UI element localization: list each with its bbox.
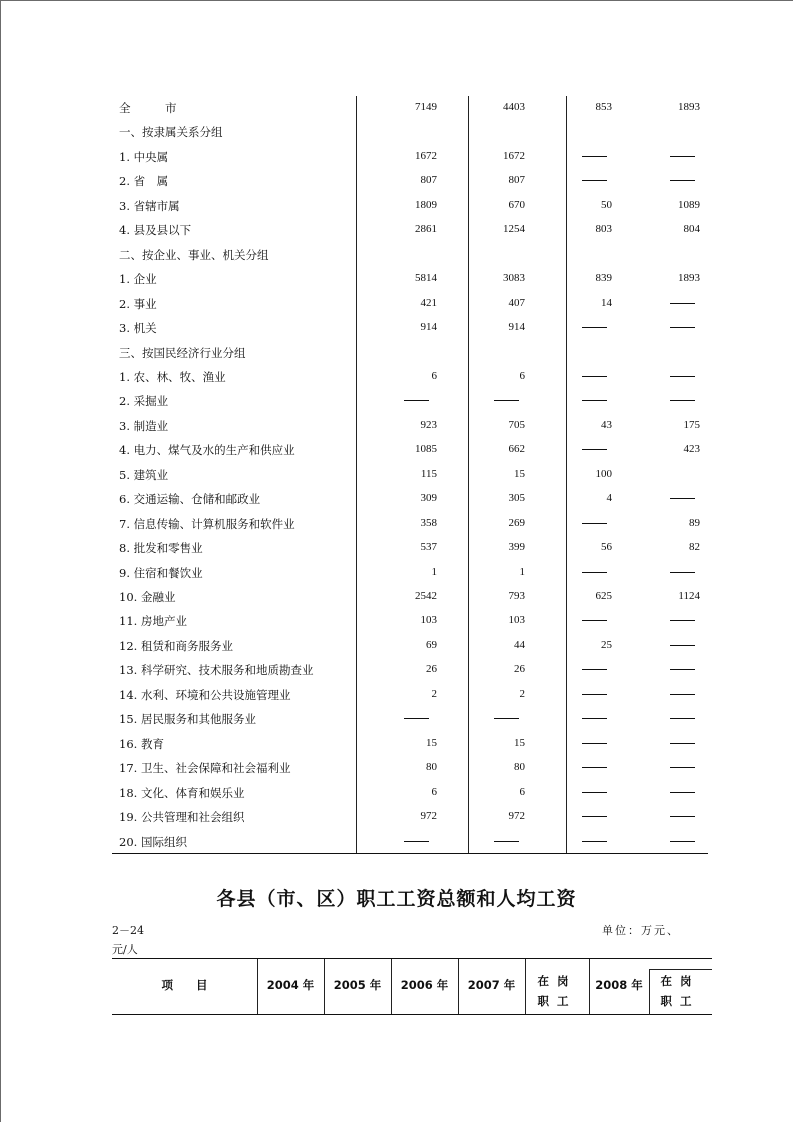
row-label: 3. 机关 — [119, 321, 157, 336]
row-value-c2: 44 — [514, 638, 525, 651]
table-row — [112, 292, 708, 316]
row-value-c1: 1672 — [415, 149, 437, 162]
empty-value-dash — [670, 743, 695, 744]
empty-value-dash — [670, 180, 695, 181]
table-row — [112, 609, 708, 633]
table-row — [112, 267, 708, 291]
empty-value-dash — [494, 841, 519, 842]
row-value-c2: 269 — [508, 516, 525, 529]
row-label: 1. 中央属 — [119, 149, 169, 164]
row-label: 10. 金融业 — [119, 590, 176, 604]
empty-value-dash — [582, 841, 607, 842]
empty-value-dash — [670, 327, 695, 328]
table-row — [112, 634, 708, 658]
row-label: 3. 省辖市属 — [119, 198, 180, 213]
row-label: 一、按隶属关系分组 — [119, 125, 223, 140]
row-value-c4: 89 — [689, 516, 700, 529]
row-value-c2: 6 — [519, 369, 525, 382]
row-value-c4: 423 — [683, 443, 700, 456]
table-row — [112, 438, 708, 462]
row-value-c2: 305 — [508, 492, 525, 505]
row-value-c1: 2542 — [415, 590, 437, 602]
row-value-c1: 914 — [420, 321, 437, 334]
row-value-c1: 15 — [426, 736, 437, 749]
empty-value-dash — [670, 620, 695, 621]
empty-value-dash — [582, 792, 607, 793]
row-value-c3: 839 — [595, 272, 612, 285]
row-label: 6. 交通运输、仓储和邮政业 — [119, 492, 261, 507]
table-row — [112, 732, 708, 756]
row-value-c4: 82 — [689, 541, 700, 554]
row-value-c2: 793 — [508, 590, 525, 602]
row-value-c3: 56 — [601, 541, 612, 554]
table-row — [112, 96, 708, 120]
table-row — [112, 463, 708, 487]
empty-value-dash — [670, 572, 695, 573]
table-row — [112, 561, 708, 585]
unit-label: 单位：万元、 — [602, 924, 680, 937]
row-value-c1: 2 — [431, 687, 437, 700]
empty-value-dash — [670, 400, 695, 401]
statistics-table — [112, 96, 708, 854]
empty-value-dash — [582, 327, 607, 328]
row-value-c4: 175 — [683, 418, 700, 431]
row-value-c1: 972 — [420, 810, 437, 823]
row-label: 4. 电力、煤气及水的生产和供应业 — [119, 443, 295, 458]
header-2005: 2005 年 — [333, 978, 382, 992]
row-label: 17. 卫生、社会保障和社会福利业 — [119, 761, 291, 776]
header-on-post-2-bottom: 职工 — [660, 994, 700, 1008]
empty-value-dash — [582, 180, 607, 181]
empty-value-dash — [670, 816, 695, 817]
row-value-c2: 399 — [508, 541, 525, 554]
row-value-c3: 50 — [601, 198, 612, 211]
row-label: 三、按国民经济行业分组 — [119, 345, 246, 360]
header-on-post-1-top: 在岗 — [537, 974, 577, 988]
empty-value-dash — [582, 620, 607, 621]
row-value-c2: 1254 — [503, 223, 525, 236]
empty-value-dash — [582, 694, 607, 695]
row-value-c4: 1089 — [678, 198, 700, 211]
row-value-c2: 662 — [508, 443, 525, 456]
empty-value-dash — [670, 767, 695, 768]
row-value-c1: 5814 — [415, 272, 437, 285]
row-value-c1: 7149 — [415, 101, 437, 113]
empty-value-dash — [582, 743, 607, 744]
row-value-c4: 804 — [683, 223, 700, 236]
row-value-c2: 972 — [508, 810, 525, 823]
empty-value-dash — [670, 376, 695, 377]
row-label: 7. 信息传输、计算机服务和软件业 — [119, 516, 295, 531]
empty-value-dash — [670, 792, 695, 793]
header-2007: 2007 年 — [467, 978, 516, 992]
row-value-c1: 358 — [420, 516, 437, 529]
row-value-c4: 1893 — [678, 101, 700, 113]
table-row — [112, 830, 708, 854]
row-value-c1: 115 — [420, 467, 437, 480]
row-label: 18. 文化、体育和娱乐业 — [119, 785, 245, 800]
row-value-c2: 914 — [508, 321, 525, 334]
row-value-c2: 2 — [519, 687, 525, 700]
header-item: 项 目 — [161, 978, 208, 992]
table-row — [112, 389, 708, 413]
row-label: 9. 住宿和餐饮业 — [119, 565, 203, 580]
row-value-c1: 923 — [420, 418, 437, 431]
empty-value-dash — [582, 449, 607, 450]
row-value-c1: 1 — [431, 565, 437, 578]
row-label: 全 市 — [119, 101, 177, 115]
row-label: 11. 房地产业 — [119, 614, 187, 629]
row-value-c2: 807 — [508, 174, 525, 187]
empty-value-dash — [582, 669, 607, 670]
empty-value-dash — [670, 303, 695, 304]
row-value-c2: 407 — [508, 296, 525, 309]
page-top-edge — [0, 0, 793, 1]
row-label: 13. 科学研究、技术服务和地质勘查业 — [119, 663, 314, 678]
wage-table-header — [112, 958, 712, 1015]
row-value-c1: 103 — [420, 614, 437, 627]
table-row — [112, 536, 708, 560]
row-label: 20. 国际组织 — [119, 834, 187, 849]
header-on-post-1-bottom: 职工 — [537, 994, 577, 1008]
empty-value-dash — [582, 767, 607, 768]
row-value-c1: 537 — [420, 541, 437, 554]
table-row — [112, 512, 708, 536]
wage-table-title: 各县（市、区）职工工资总额和人均工资 — [216, 888, 577, 910]
table-row — [112, 145, 708, 169]
row-label: 4. 县及县以下 — [119, 223, 192, 238]
empty-value-dash — [582, 572, 607, 573]
row-value-c2: 4403 — [503, 101, 525, 113]
row-value-c1: 6 — [431, 369, 437, 382]
row-value-c2: 3083 — [503, 272, 525, 285]
row-value-c2: 1672 — [503, 149, 525, 162]
table-row — [112, 365, 708, 389]
header-on-post-2-top: 在岗 — [660, 974, 700, 988]
empty-value-dash — [582, 523, 607, 524]
table-row — [112, 414, 708, 438]
row-value-c2: 15 — [514, 736, 525, 749]
table-row — [112, 683, 708, 707]
row-value-c4: 1124 — [678, 590, 700, 602]
row-label: 2. 采掘业 — [119, 394, 169, 409]
row-label: 2. 省 属 — [119, 174, 169, 189]
row-value-c1: 6 — [431, 785, 437, 798]
row-value-c3: 625 — [595, 590, 612, 602]
row-value-c1: 1809 — [415, 198, 437, 211]
row-label: 二、按企业、事业、机关分组 — [119, 247, 269, 262]
row-value-c3: 4 — [606, 492, 612, 505]
row-value-c1: 1085 — [415, 443, 437, 456]
header-2004: 2004 年 — [266, 978, 315, 992]
empty-value-dash — [582, 376, 607, 377]
empty-value-dash — [494, 718, 519, 719]
row-label: 19. 公共管理和社会组织 — [119, 810, 245, 825]
table-row — [112, 756, 708, 780]
table-number: 2－24 — [112, 924, 144, 937]
row-value-c2: 80 — [514, 761, 525, 774]
row-value-c1: 26 — [426, 663, 437, 676]
table-row — [112, 218, 708, 242]
row-value-c1: 309 — [420, 492, 437, 505]
table-row — [112, 316, 708, 340]
empty-value-dash — [670, 498, 695, 499]
table-row — [112, 781, 708, 805]
row-value-c2: 705 — [508, 418, 525, 431]
empty-value-dash — [670, 694, 695, 695]
row-value-c1: 807 — [420, 174, 437, 187]
row-label: 1. 农、林、牧、渔业 — [119, 369, 226, 384]
empty-value-dash — [582, 718, 607, 719]
empty-value-dash — [670, 669, 695, 670]
row-value-c2: 103 — [508, 614, 525, 627]
row-label: 2. 事业 — [119, 296, 157, 311]
unit-label-continued: 元/人 — [112, 943, 138, 956]
row-value-c3: 14 — [601, 296, 612, 309]
table-row — [112, 487, 708, 511]
row-label: 8. 批发和零售业 — [119, 541, 203, 556]
row-value-c1: 2861 — [415, 223, 437, 236]
row-value-c2: 15 — [514, 467, 525, 480]
table-row — [112, 169, 708, 193]
row-value-c3: 853 — [595, 101, 612, 113]
row-value-c3: 803 — [595, 223, 612, 236]
row-label: 12. 租赁和商务服务业 — [119, 638, 233, 653]
table-row — [112, 707, 708, 731]
row-value-c2: 6 — [519, 785, 525, 798]
table-row — [112, 585, 708, 609]
table-row — [112, 341, 708, 365]
row-label: 14. 水利、环境和公共设施管理业 — [119, 687, 291, 702]
row-value-c1: 69 — [426, 638, 437, 651]
header-2008: 2008 年 — [595, 978, 643, 992]
empty-value-dash — [404, 718, 429, 719]
row-value-c1: 421 — [420, 296, 437, 309]
row-value-c1: 80 — [426, 761, 437, 774]
row-value-c2: 26 — [514, 663, 525, 676]
row-value-c2: 1 — [519, 565, 525, 578]
empty-value-dash — [670, 841, 695, 842]
empty-value-dash — [404, 400, 429, 401]
row-label: 3. 制造业 — [119, 418, 169, 433]
row-label: 5. 建筑业 — [119, 467, 169, 482]
row-value-c2: 670 — [508, 198, 525, 211]
empty-value-dash — [404, 841, 429, 842]
page-left-edge — [0, 0, 1, 1122]
row-value-c3: 43 — [601, 418, 612, 431]
row-value-c4: 1893 — [678, 272, 700, 285]
row-label: 15. 居民服务和其他服务业 — [119, 712, 256, 727]
row-label: 16. 教育 — [119, 736, 164, 751]
row-label: 1. 企业 — [119, 272, 157, 287]
table-row — [112, 658, 708, 682]
empty-value-dash — [670, 645, 695, 646]
table-row — [112, 243, 708, 267]
row-value-c3: 25 — [601, 638, 612, 651]
empty-value-dash — [670, 718, 695, 719]
table-row — [112, 120, 708, 144]
empty-value-dash — [582, 816, 607, 817]
table-row — [112, 194, 708, 218]
header-2006: 2006 年 — [400, 978, 449, 992]
empty-value-dash — [582, 400, 607, 401]
row-value-c3: 100 — [595, 467, 612, 480]
empty-value-dash — [670, 156, 695, 157]
empty-value-dash — [494, 400, 519, 401]
empty-value-dash — [582, 156, 607, 157]
table-row — [112, 805, 708, 829]
